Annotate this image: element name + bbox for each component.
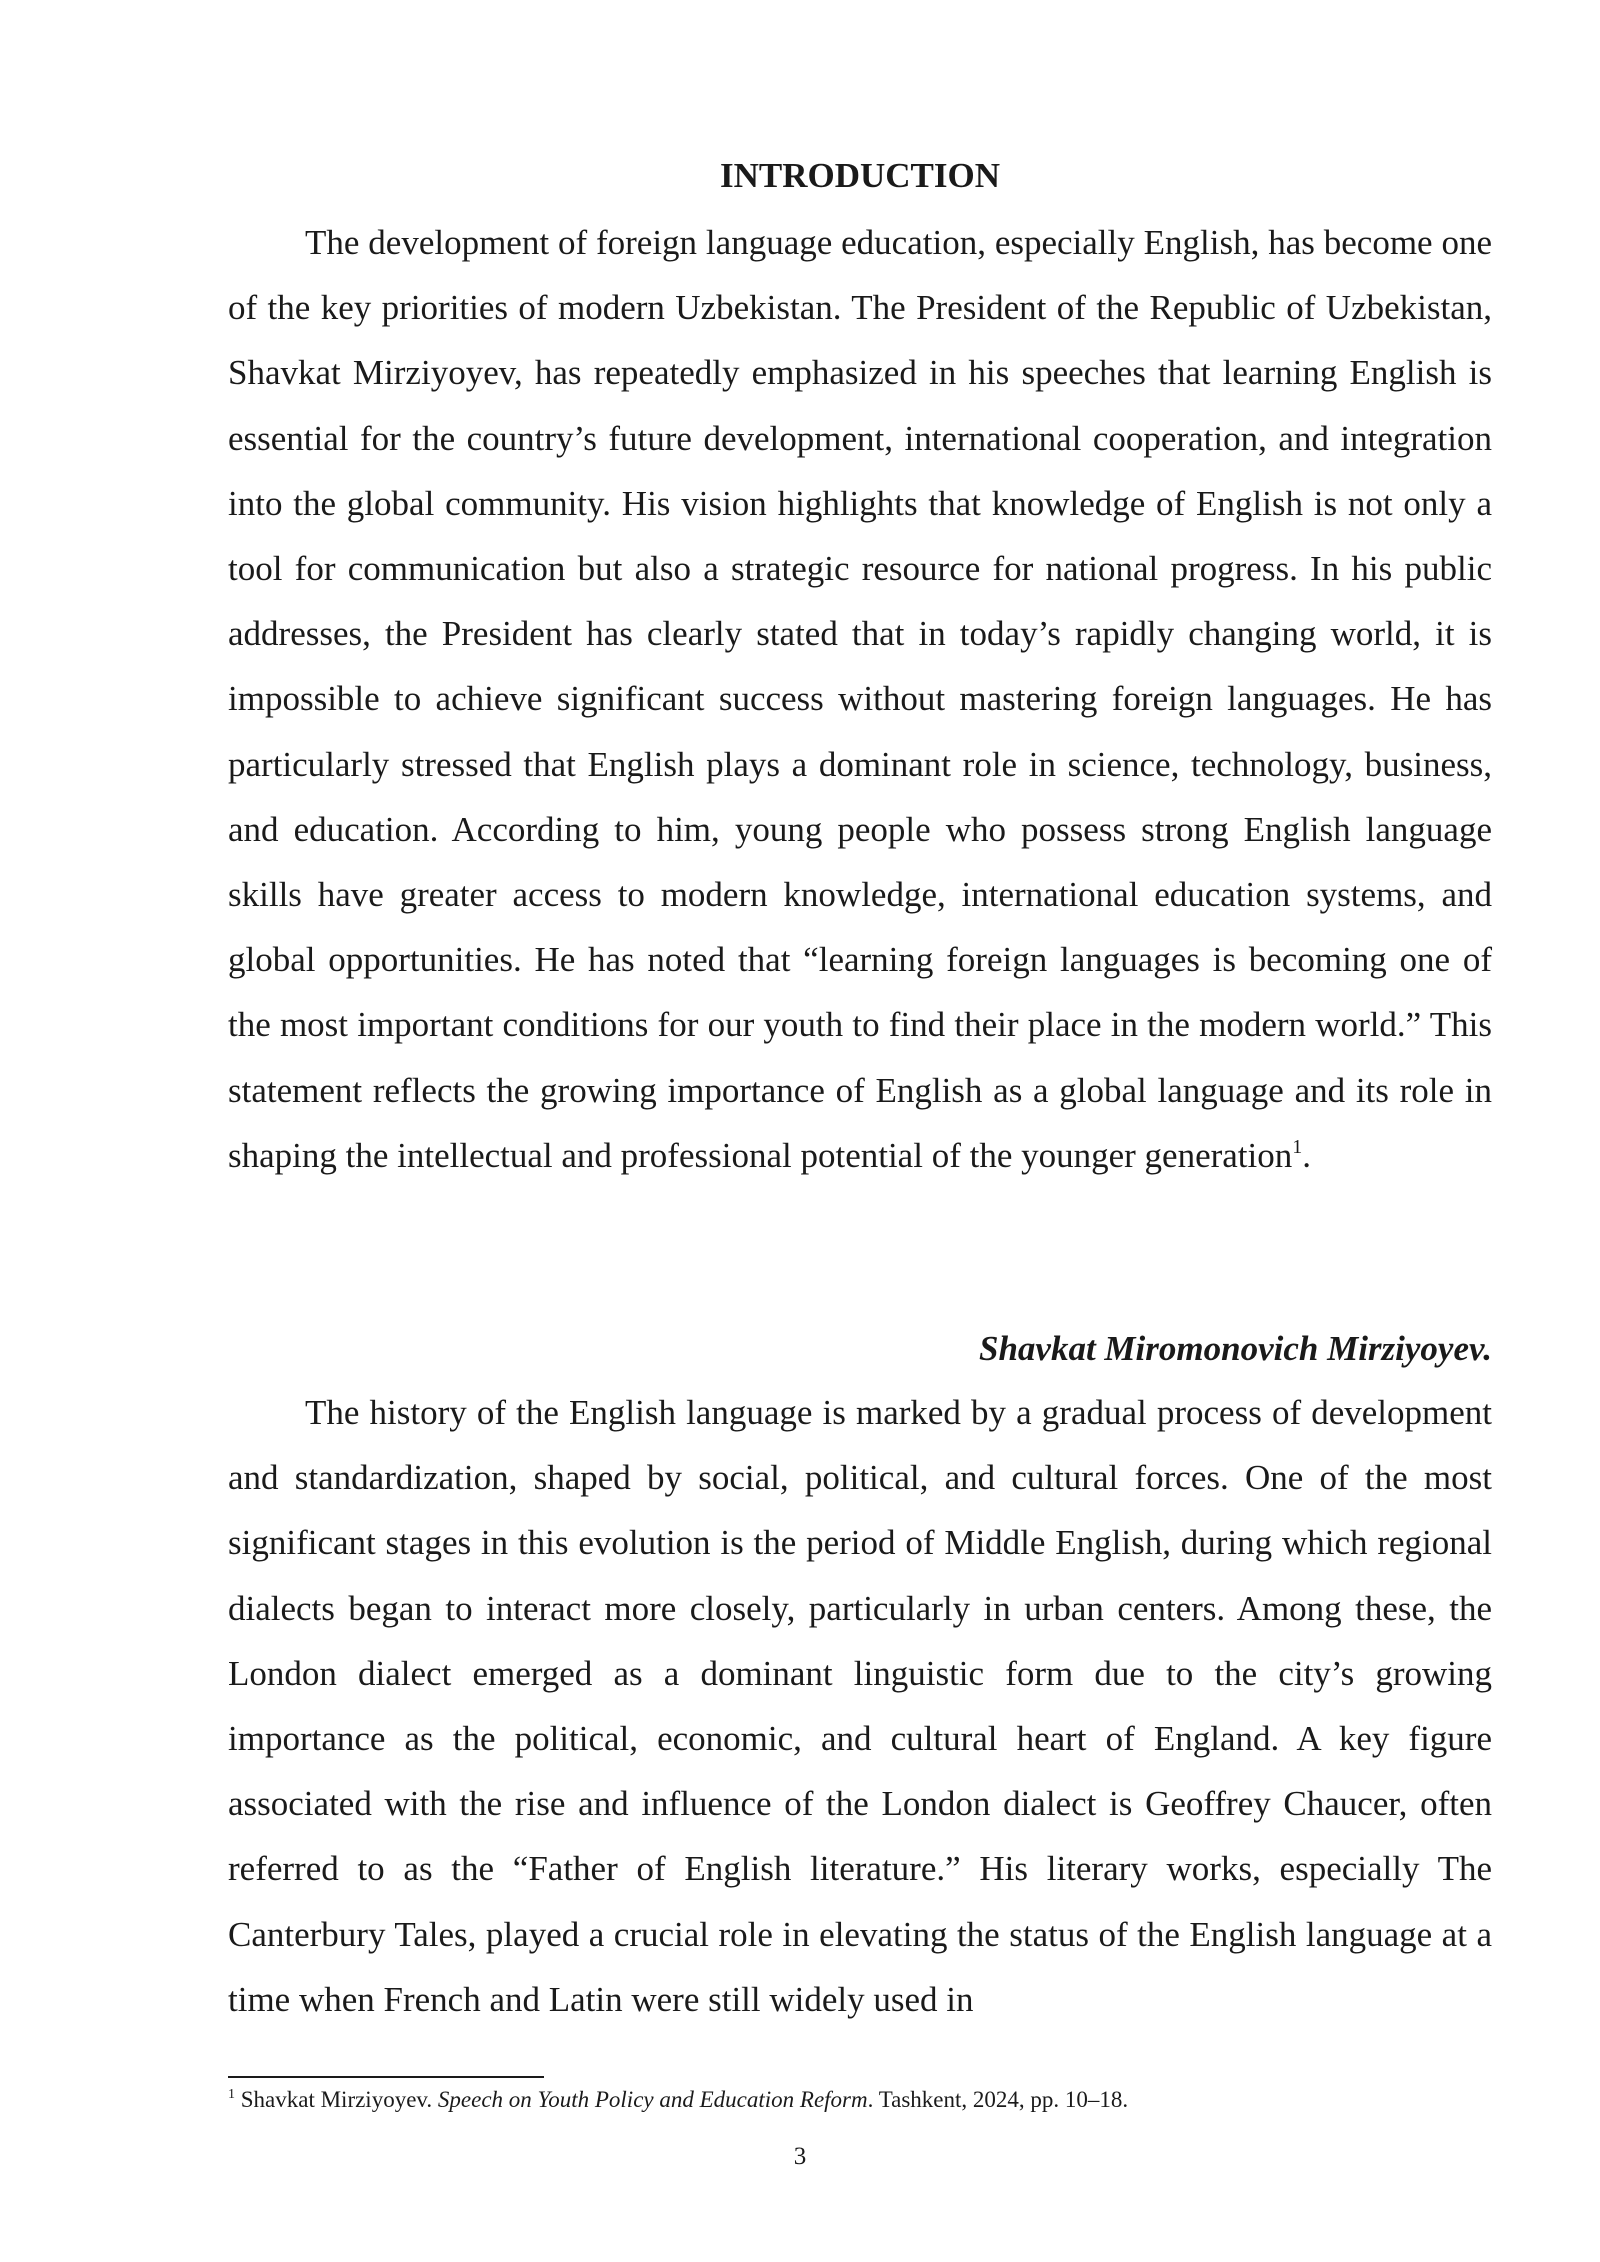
footnote-separator: [228, 2076, 544, 2078]
footnote-author: Shavkat Mirziyoyev.: [240, 2087, 433, 2112]
paragraph-1-text: The development of foreign language education, especially English, has become one of the key priorities of modern Uzbekistan. The President of the Republic of Uzbekistan, Shavkat Mirziyoyev, has repeatedly emphasized in his speeches that learning English is essential for the country’s future development, international cooperation, and integration into the global community. His vision highlights that knowledge of English is not only a tool for communication but also a strategic resource for national progress. In his public addresses, the President has clearly stated that in today’s rapidly changing world, it is impossible to achieve significant success without mastering foreign languages. He has particularly stressed that English plays a dominant role in science, technology, business, and education. According to him, young people who possess strong English language skills have greater access to modern knowledge, international education systems, and global opportunities. He has noted that “learning foreign languages is becoming one of the most important conditions for our youth to find their place in the modern world.” This statement reflects the growing importance of English as a global language and its role in shaping the intellectual and professional potential of the younger generation: [228, 223, 1492, 1175]
signature: Shavkat Miromonovich Mirziyoyev.: [978, 1329, 1492, 1368]
footnote-title: Speech on Youth Policy and Education Reform: [437, 2087, 868, 2112]
paragraph-1-end: .: [1302, 1135, 1312, 1175]
footnote-marker: 1: [228, 2087, 235, 2102]
paragraph-1: [228, 210, 1492, 1188]
paragraph-2: The history of the English language is marked by a gradual process of development and standardization, shaped by social, political, and cultural forces. One of the most significant stages in this evolution is the period of Middle English, during which regional dialects began to interact more closely, particularly in urban centers. Among these, the London dialect emerged as a dominant linguistic form due to the city’s growing importance as the political, economic, and cultural heart of England. A key figure associated with the rise and influence of the London dialect is Geoffrey Chaucer, often referred to as the “Father of English literature.” His literary works, especially The Canterbury Tales, played a crucial role in elevating the status of the English language at a time when French and Latin were still widely used in: [228, 1393, 1492, 2019]
footnote-reference: 1: [1292, 1135, 1303, 1158]
page-heading: INTRODUCTION: [719, 156, 1001, 195]
footnote: [228, 2083, 1492, 2117]
footnote-details: . Tashkent, 2024, pp. 10–18.: [867, 2087, 1129, 2112]
page-number: 3: [793, 2143, 807, 2170]
